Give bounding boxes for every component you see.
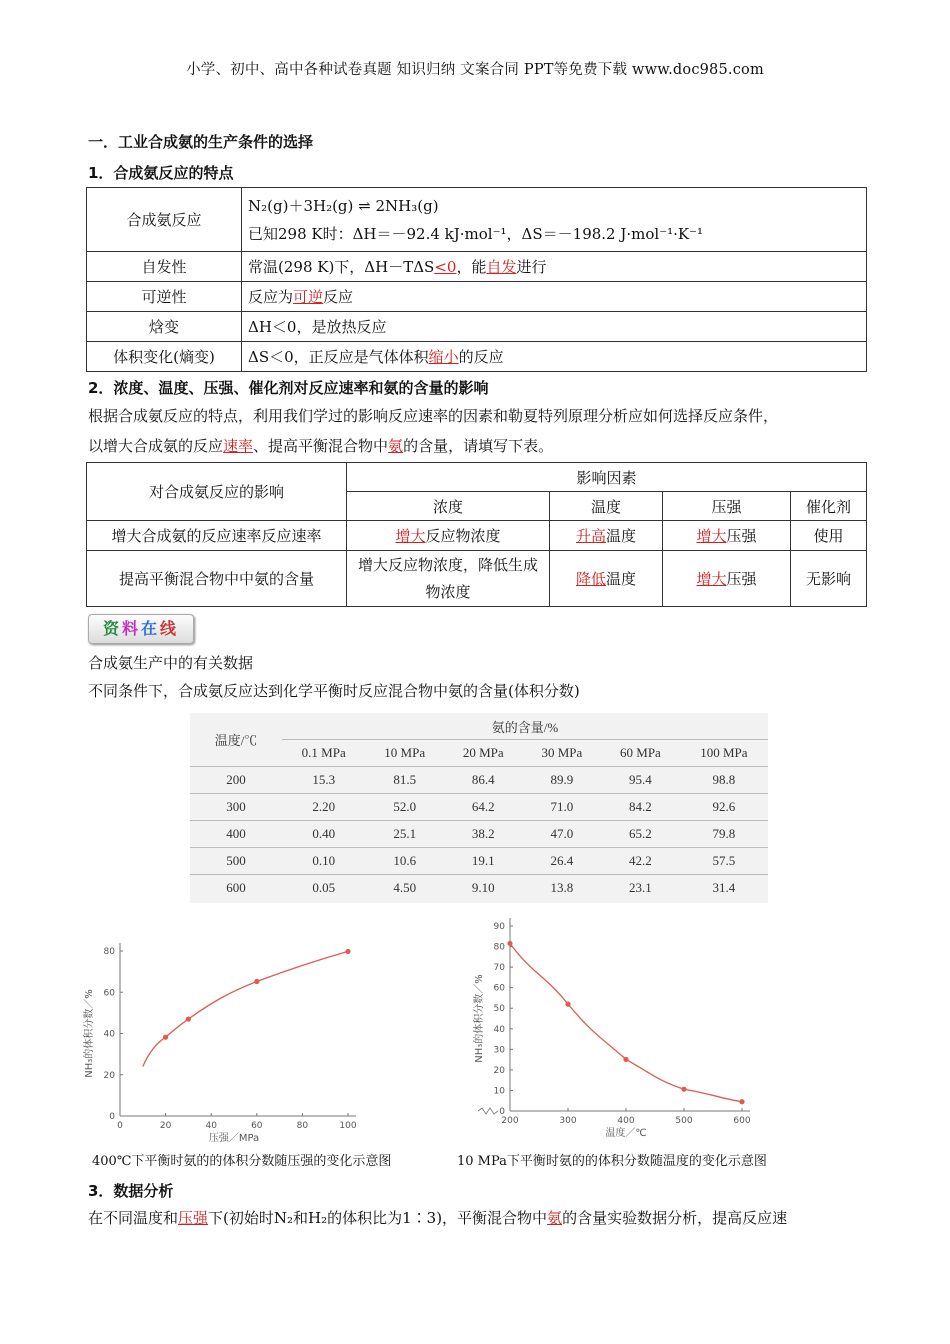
y-tick-label: 30	[493, 1045, 505, 1056]
y-tick-label: 90	[493, 922, 505, 932]
info-badge: 资料在线	[88, 614, 194, 644]
x-tick-label: 40	[205, 1121, 217, 1131]
reaction-equation: N₂(g)＋3H₂(g) ⇌ 2NH₃(g)	[248, 196, 439, 215]
value-cell: 52.0	[365, 794, 444, 821]
value-cell: 65.2	[601, 821, 680, 848]
x-tick-label: 200	[501, 1116, 519, 1126]
value-cell: 84.2	[601, 794, 680, 821]
value-cell: 13.8	[523, 875, 602, 902]
row-label: 焓变	[87, 312, 242, 342]
subsection-title-3: 3．数据分析	[88, 1182, 174, 1200]
value-cell: 86.4	[444, 767, 523, 794]
row-label: 自发性	[87, 252, 242, 282]
paragraph-3: 在不同温度和压强下(初始时N₂和H₂的体积比为1∶3)，平衡混合物中氨的含量实验数据分析，提高反应速	[88, 1209, 788, 1227]
y-tick-label: 80	[493, 942, 505, 953]
col-pressure: 压强	[663, 492, 791, 521]
value-cell: 0.40	[282, 821, 365, 848]
value-cell: 4.50	[365, 875, 444, 902]
data-point	[681, 1087, 686, 1092]
paragraph-2: 根据合成氨反应的特点，利用我们学过的影响反应速率的因素和勒夏特列原理分析应如何选择反应条件， 以增大合成氨的反应速率、提高平衡混合物中氨的含量，请填写下表。	[88, 407, 779, 455]
table-row	[190, 848, 768, 875]
y-tick-label: 0	[109, 1112, 115, 1122]
temp-cell: 500	[190, 848, 282, 875]
value-cell: 25.1	[365, 821, 444, 848]
enthalpy-cell: ΔH＜0，是放热反应	[242, 312, 867, 342]
y-tick-label: 20	[493, 1065, 505, 1076]
pressure-col-header: 30 MPa	[541, 745, 583, 760]
x-tick-label: 60	[251, 1121, 263, 1131]
value-cell: 0.05	[282, 875, 365, 902]
factors-table: 对合成氨反应的影响 影响因素 浓度 温度 压强 催化剂 增大合成氨的反应速率反应速率 增大反应物浓度 升高温度 增大压强 使用 提高平衡混合物中中氨的含量 增大反应物浓度，降低生成物浓度 降低温度 增大压强 无影响	[86, 462, 867, 607]
thermo-data: 已知298 K时：ΔH＝－92.4 kJ·mol⁻¹，ΔS＝－198.2 J·mol⁻¹·K⁻¹	[248, 224, 704, 243]
pressure-chart	[84, 930, 390, 1145]
data-title: 合成氨生产中的有关数据	[88, 654, 254, 672]
value-cell: 95.4	[601, 767, 680, 794]
spontaneity-cell: 常温(298 K)下，ΔH－TΔS<0，能自发进行	[242, 252, 867, 282]
factors-header: 影响因素	[347, 463, 867, 492]
axis-break-icon	[478, 1108, 498, 1114]
series-line	[143, 951, 348, 1066]
y-axis-label: NH₃的体积分数／%	[84, 989, 95, 1078]
y-tick-label: 20	[103, 1070, 115, 1081]
col-temperature: 温度	[550, 492, 663, 521]
page-header: 小学、初中、高中各种试卷真题 知识归纳 文案合同 PPT等免费下载 www.doc985.com	[186, 62, 764, 78]
y-tick-label: 0	[499, 1107, 505, 1117]
value-cell: 10.6	[365, 848, 444, 875]
x-tick-label: 80	[296, 1121, 309, 1131]
table-row	[190, 821, 768, 848]
value-cell: 81.5	[365, 767, 444, 794]
x-tick-label: 600	[733, 1116, 751, 1126]
reaction-features-table	[86, 187, 867, 372]
pressure-col-header: 10 MPa	[384, 745, 426, 760]
value-cell: 38.2	[444, 821, 523, 848]
y-tick-label: 70	[493, 963, 505, 974]
data-point	[345, 949, 350, 954]
pressure-col-header: 60 MPa	[620, 745, 661, 760]
value-cell: 71.0	[523, 794, 602, 821]
entropy-cell: ΔS＜0，正反应是气体体积缩小的反应	[242, 342, 867, 372]
value-cell: 42.2	[601, 848, 680, 875]
value-cell: 2.20	[282, 794, 365, 821]
value-cell: 57.5	[680, 848, 768, 875]
y-tick-label: 50	[493, 1004, 505, 1015]
y-tick-label: 80	[103, 947, 115, 957]
y-tick-label: 40	[103, 1029, 115, 1040]
value-cell: 98.8	[680, 767, 768, 794]
value-cell: 19.1	[444, 848, 523, 875]
value-cell: 9.10	[444, 875, 523, 902]
x-tick-label: 300	[559, 1116, 577, 1126]
value-cell: 15.3	[282, 767, 365, 794]
row-label: 合成氨反应	[87, 188, 242, 252]
data-point	[623, 1057, 628, 1062]
data-point	[739, 1099, 744, 1104]
x-axis-label: 温度／℃	[605, 1128, 647, 1139]
value-cell: 89.9	[523, 767, 602, 794]
row-label: 提高平衡混合物中中氨的含量	[87, 551, 347, 607]
temp-cell: 600	[190, 875, 282, 902]
corner-header: 对合成氨反应的影响	[87, 463, 347, 521]
data-point	[163, 1035, 168, 1040]
y-tick-label: 10	[493, 1086, 505, 1097]
subsection-title-2: 2．浓度、温度、压强、催化剂对反应速率和氨的含量的影响	[88, 379, 489, 397]
y-tick-label: 60	[493, 983, 505, 994]
series-line	[510, 943, 742, 1101]
col-catalyst: 催化剂	[791, 492, 867, 521]
x-tick-label: 20	[159, 1121, 172, 1131]
row-label: 增大合成氨的反应速率反应速率	[87, 521, 347, 551]
subsection-title-1: 1．合成氨反应的特点	[88, 164, 234, 182]
x-tick-label: 0	[117, 1121, 123, 1131]
data-point	[254, 979, 259, 984]
y-axis-label: NH₃的体积分数／%	[474, 974, 485, 1063]
table-row	[190, 875, 768, 902]
pressure-col-header: 0.1 MPa	[301, 745, 346, 760]
ammonia-data-table	[190, 713, 768, 903]
chart1-caption: 400℃下平衡时氨的的体积分数随压强的变化示意图	[92, 1154, 392, 1169]
y-tick-label: 40	[493, 1024, 505, 1035]
table-row	[190, 794, 768, 821]
row-label: 体积变化(熵变)	[87, 342, 242, 372]
row-label: 可逆性	[87, 282, 242, 312]
data-point	[186, 1016, 191, 1021]
temperature-chart	[470, 912, 775, 1147]
x-tick-label: 500	[675, 1116, 693, 1126]
value-cell: 0.10	[282, 848, 365, 875]
x-tick-label: 100	[339, 1121, 357, 1131]
content-header: 氨的含量/%	[282, 713, 768, 740]
x-axis-label: 压强／MPa	[208, 1133, 260, 1144]
x-tick-label: 400	[617, 1116, 635, 1126]
y-tick-label: 60	[103, 988, 115, 999]
col-concentration: 浓度	[347, 492, 550, 521]
data-description: 不同条件下，合成氨反应达到化学平衡时反应混合物中氨的含量(体积分数)	[88, 682, 580, 700]
data-point	[507, 941, 512, 946]
temp-cell: 200	[190, 767, 282, 794]
temp-header: 温度/℃	[214, 733, 258, 748]
data-point	[565, 1002, 570, 1007]
section-title: 一．工业合成氨的生产条件的选择	[88, 133, 314, 151]
temp-cell: 300	[190, 794, 282, 821]
chart2-caption: 10 MPa下平衡时氨的的体积分数随温度的变化示意图	[457, 1154, 767, 1169]
value-cell: 79.8	[680, 821, 768, 848]
value-cell: 31.4	[680, 875, 768, 902]
value-cell: 64.2	[444, 794, 523, 821]
pressure-col-header: 100 MPa	[700, 745, 748, 760]
temp-cell: 400	[190, 821, 282, 848]
pressure-col-header: 20 MPa	[462, 745, 504, 760]
value-cell: 47.0	[523, 821, 602, 848]
table-row	[190, 767, 768, 794]
value-cell: 23.1	[601, 875, 680, 902]
value-cell: 26.4	[523, 848, 602, 875]
reversibility-cell: 反应为可逆反应	[242, 282, 867, 312]
value-cell: 92.6	[680, 794, 768, 821]
